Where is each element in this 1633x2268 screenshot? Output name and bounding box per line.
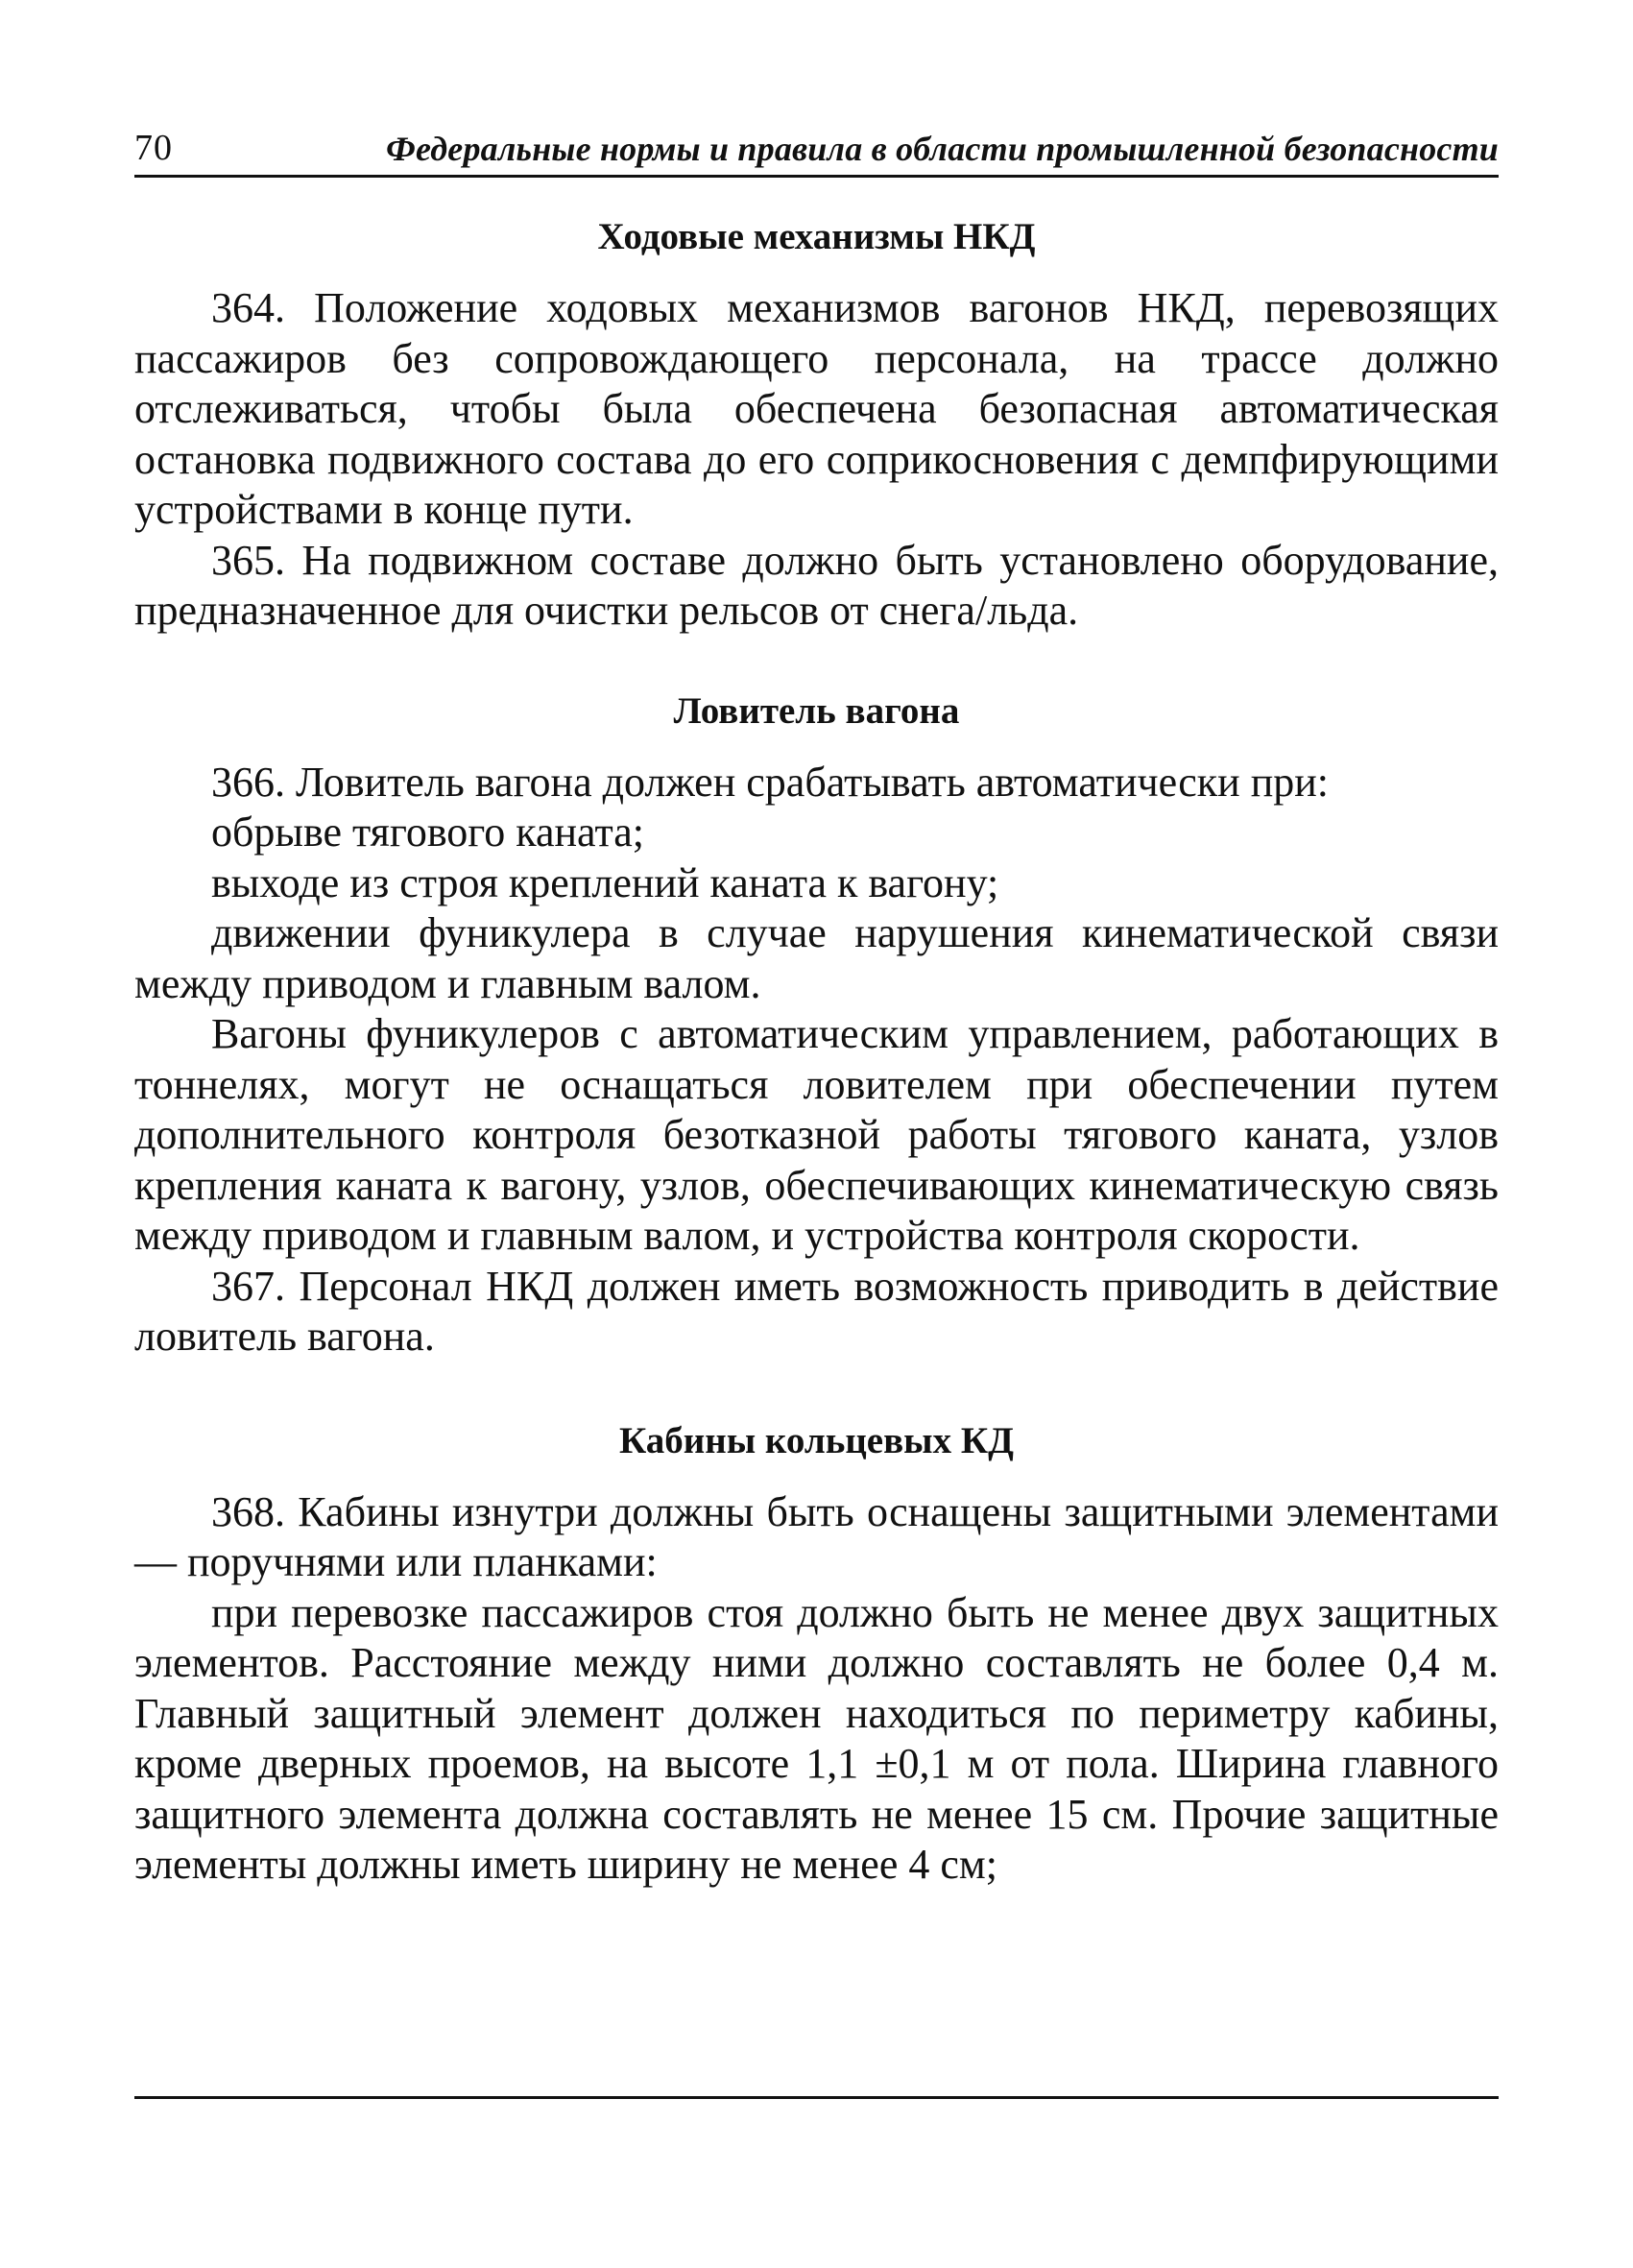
paragraph-366: 366. Ловитель вагона должен срабатывать автоматически при: (211, 758, 1330, 806)
bottom-rule (134, 2096, 1499, 2099)
page-number: 70 (134, 128, 173, 168)
list-item-kinematic-failure: движении фуникулера в случае нарушения кинематической связи между приводом и главным валом. (134, 909, 1499, 1007)
paragraph-364: 364. Положение ходовых механизмов вагонов НКД, перевозящих пассажиров без сопровождающего персонала, на трассе должно отслеживаться, чтобы была обеспечена безопасная автоматическая остановка подвижного состава до его соприкосновения с демпфирующими устройствами в конце пути. (134, 284, 1499, 533)
paragraph-368: 368. Кабины изнутри должны быть оснащены защитными элементами — поручнями или планками: (134, 1487, 1499, 1585)
paragraph-standing-passengers: при перевозке пассажиров стоя должно быть не менее двух защитных элементов. Расстояние между ними должно составлять не более 0,4 м. Главный защитный элемент должен находиться по периметру кабины, кроме дверных проемов, на высоте 1,1 ±0,1 м от пола. Ширина главного защитного элемента должна составлять не менее 15 см. Прочие защитные элементы должны иметь ширину не менее 4 см; (134, 1588, 1499, 1888)
section-heading-car-catcher: Ловитель вагона (673, 689, 960, 732)
paragraph-365: 365. На подвижном составе должно быть установлено оборудование, предназначенное для очистки рельсов от снега/льда. (134, 536, 1499, 634)
paragraph-367: 367. Персонал НКД должен иметь возможность приводить в действие ловитель вагона. (134, 1262, 1499, 1360)
paragraph-tunnel-exception: Вагоны фуникулеров с автоматическим управлением, работающих в тоннелях, могут не оснащаться ловителем при обеспечении путем дополнительного контроля безотказной работы тягового каната, узлов крепления каната к вагону, узлов, обеспечивающих кинематическую связь между приводом и главным валом, и устройства контроля скорости. (134, 1010, 1499, 1259)
section-heading-running-gear: Ходовые механизмы НКД (597, 216, 1036, 257)
section-heading-ring-cabins: Кабины кольцевых КД (618, 1419, 1014, 1461)
running-title: Федеральные нормы и правила в области промышленной безопасности (386, 130, 1499, 168)
list-item-rope-break: обрыве тягового каната; (211, 808, 644, 856)
running-header (134, 115, 1499, 178)
list-item-fastening-failure: выходе из строя креплений каната к вагону; (211, 858, 999, 906)
document-page (134, 115, 1499, 1891)
